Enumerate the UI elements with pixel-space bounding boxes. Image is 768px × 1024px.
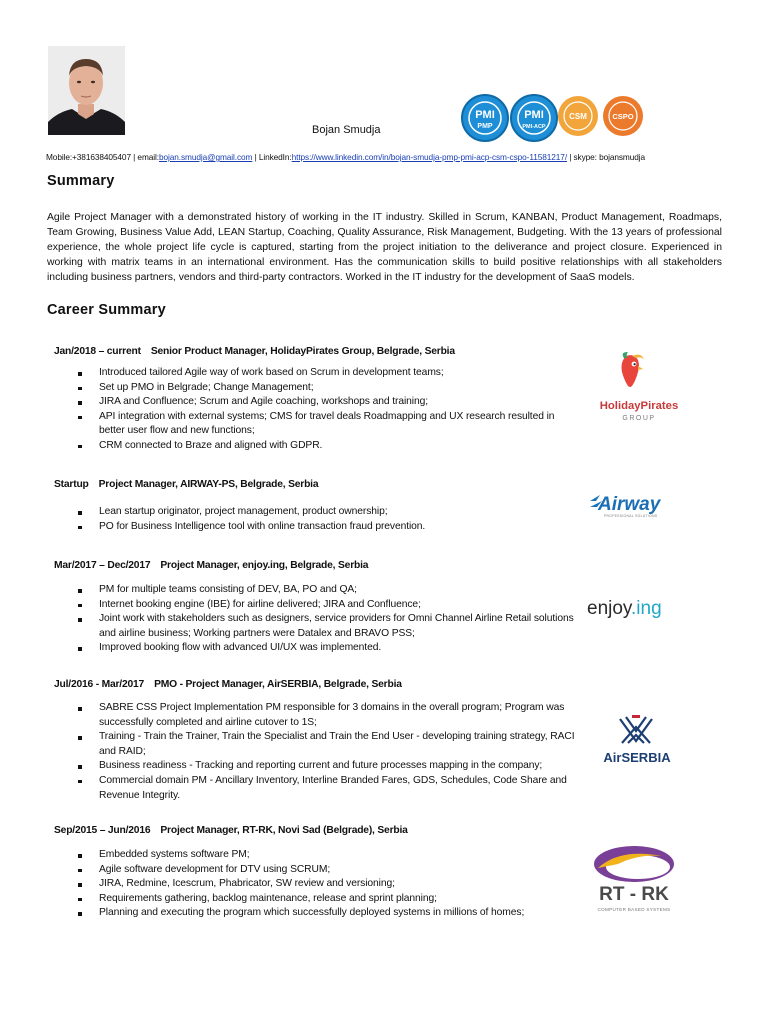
rtrk-logo	[590, 842, 680, 916]
airway-logo-text: Airway	[598, 494, 661, 515]
list-item: Requirements gathering, backlog maintenance, release and sprint planning;	[99, 892, 579, 907]
holidaypirates-logo-sub: GROUP	[622, 415, 656, 422]
svg-text:PMI: PMI	[524, 109, 544, 121]
holidaypirates-logo-text: HolidayPirates	[599, 400, 679, 412]
svg-text:CSPO: CSPO	[612, 112, 634, 121]
list-item: Internet booking engine (IBE) for airline delivered; JIRA and Confluence;	[99, 598, 579, 613]
list-item: SABRE CSS Project Implementation PM responsible for 3 domains in the overall program; Program was successfully completed and airline cutover to 1S;	[99, 701, 579, 730]
svg-text:CSM: CSM	[569, 112, 587, 121]
airway-logo	[588, 491, 670, 519]
career-summary-heading: Career Summary	[47, 302, 166, 318]
email-link[interactable]: bojan.smudja@gmail.com	[158, 152, 253, 162]
job-period: Jan/2018 – current	[54, 346, 141, 357]
list-item: Commercial domain PM - Ancillary Inventory, Interline Branded Fares, GDS, Schedules, Code Share and Revenue Integrity.	[99, 774, 579, 803]
job-period: Jul/2016 - Mar/2017	[54, 679, 145, 690]
rtrk-logo-text: RT - RK	[599, 884, 669, 905]
job-title: Project Manager, RT-RK, Novi Sad (Belgrade), Serbia	[160, 825, 408, 836]
list-item: Introduced tailored Agile way of work based on Scrum in development teams;	[99, 366, 579, 381]
job-header	[54, 346, 455, 357]
enjoying-logo	[587, 593, 687, 623]
svg-text:PMP: PMP	[477, 123, 493, 130]
csm-badge	[558, 96, 598, 136]
pmp-badge	[461, 94, 509, 142]
list-item: Embedded systems software PM;	[99, 848, 579, 863]
job-bullets	[99, 848, 579, 921]
airway-logo-sub: PROFESSIONAL SOLUTIONS	[604, 514, 658, 518]
list-item: API integration with external systems; CMS for travel deals Roadmapping and UX research resulted in better user flow and new functions;	[99, 410, 579, 439]
list-item: Improved booking flow with advanced UI/UX was implemented.	[99, 641, 579, 656]
job-period: Sep/2015 – Jun/2016	[54, 825, 151, 836]
job-title: Project Manager, enjoy.ing, Belgrade, Serbia	[160, 560, 369, 571]
list-item: JIRA and Confluence; Scrum and Agile coaching, workshops and training;	[99, 395, 579, 410]
holidaypirates-logo	[594, 350, 684, 425]
summary-text: Agile Project Manager with a demonstrated history of working in the IT industry. Skilled in Scrum, KANBAN, Product Management, Roadmaps, Team Growing, Business Value Add, LEAN Startup, Coaching, Quality Assurance, Risk Management, Budgeting. With the 13 years of professional experience, the whole project life cycle is captured, starting from the project initiation to the deliverance and project closure. Experienced in working with matrix teams in an international environment. Has the communication skills to build positive relationships with all stakeholders including business partners, vendors and third-party contractors. Worked in the IT industry for the development of SaaS models.	[47, 212, 722, 283]
job-header	[54, 679, 402, 690]
airserbia-logo	[594, 713, 680, 767]
enjoying-logo-text: enjoy	[587, 598, 632, 619]
job-header	[54, 825, 408, 836]
airserbia-logo-text: AirSERBIA	[603, 750, 671, 765]
contact-line	[46, 152, 645, 162]
contact-skype: | skype: bojansmudja	[567, 152, 646, 162]
profile-photo	[48, 46, 125, 135]
summary-heading: Summary	[47, 173, 115, 189]
contact-mobile: Mobile:+381638405407 | email:	[46, 152, 159, 162]
job-bullets	[99, 701, 579, 803]
job-bullets	[99, 505, 579, 534]
candidate-name: Bojan Smudja	[312, 124, 381, 136]
job-bullets	[99, 366, 579, 454]
list-item: CRM connected to Braze and aligned with GDPR.	[99, 439, 579, 454]
list-item: PM for multiple teams consisting of DEV, BA, PO and QA;	[99, 583, 579, 598]
pmi-acp-badge	[510, 94, 558, 142]
job-title: Senior Product Manager, HolidayPirates Group, Belgrade, Serbia	[150, 346, 455, 357]
rtrk-logo-sub: COMPUTER BASED SYSTEMS	[597, 907, 671, 912]
job-period: Startup	[54, 479, 89, 490]
cspo-badge	[603, 96, 643, 136]
list-item: PO for Business Intelligence tool with online transaction fraud prevention.	[99, 520, 579, 535]
linkedin-link[interactable]: https://www.linkedin.com/in/bojan-smudja-pmp-pmi-acp-csm-cspo-11581217/	[291, 152, 568, 162]
job-title: PMO - Project Manager, AirSERBIA, Belgrade, Serbia	[154, 679, 402, 690]
job-header	[54, 479, 318, 490]
svg-text:PMI: PMI	[475, 109, 495, 121]
job-title: Project Manager, AIRWAY-PS, Belgrade, Serbia	[98, 479, 319, 490]
list-item: Joint work with stakeholders such as designers, service providers for Omni Channel Airline Retail solutions and airline business; Working partners were Datalex and BRAVO PSS;	[99, 612, 579, 641]
list-item: Business readiness - Tracking and reporting current and future processes mapping in the company;	[99, 759, 579, 774]
list-item: Lean startup originator, project management, product ownership;	[99, 505, 579, 520]
contact-linkedin-label: | LinkedIn:	[252, 152, 292, 162]
job-header	[54, 560, 368, 571]
svg-text:enjoy.ing	[587, 598, 662, 619]
list-item: Training - Train the Trainer, Train the Specialist and Train the End User - developing training strategy, RACI and RAID;	[99, 730, 579, 759]
list-item: Set up PMO in Belgrade; Change Management;	[99, 381, 579, 396]
list-item: Planning and executing the program which successfully deployed systems in millions of homes;	[99, 906, 579, 921]
list-item: Agile software development for DTV using SCRUM;	[99, 863, 579, 878]
list-item: JIRA, Redmine, Icescrum, Phabricator, SW review and versioning;	[99, 877, 579, 892]
job-period: Mar/2017 – Dec/2017	[54, 560, 151, 571]
job-bullets	[99, 583, 579, 656]
enjoying-logo-suffix: .ing	[631, 598, 662, 619]
svg-text:PMI-ACP: PMI-ACP	[522, 124, 546, 130]
